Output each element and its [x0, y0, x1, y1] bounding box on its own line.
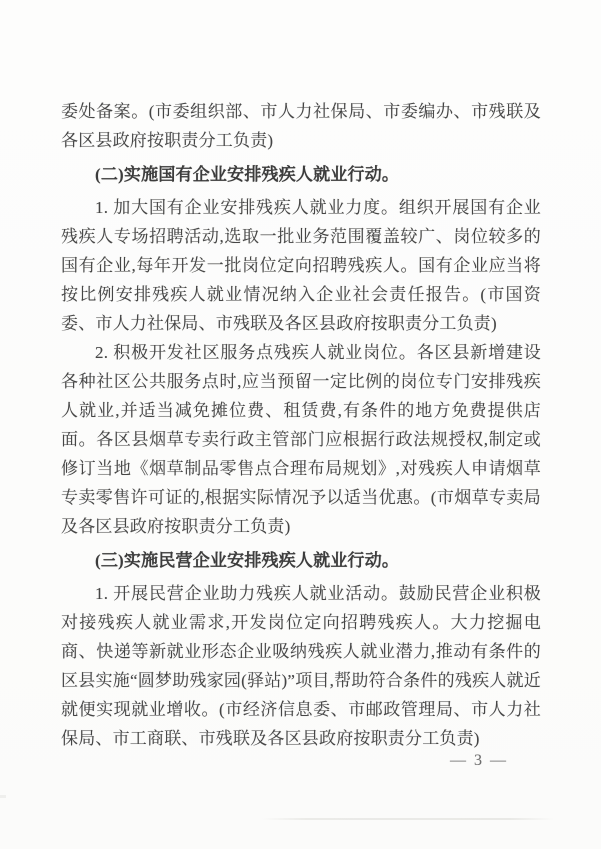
paragraph-continuation: 委处备案。(市委组织部、市人力社保局、市委编办、市残联及各区县政府按职责分工负责) — [61, 102, 541, 150]
paragraph-3-1: 1. 开展民营企业助力残疾人就业活动。鼓励民营企业积极对接残疾人就业需求,开发岗位定向招聘残疾人。大力挖掘电商、快递等新就业形态企业吸纳残疾人就业潜力,推动有条件的区县实施“圆梦助残家园(驿站)”项目,帮助符合条件的残疾人就近就便实现就业增收。(市经济信息委、市邮政管理局、市人力社保局、市工商联、市残联及各区县政府按职责分工负责) — [61, 584, 541, 748]
scan-line-artifact — [262, 818, 554, 820]
page-number: — 3 — — [450, 752, 508, 769]
paragraph-2-1: 1. 加大国有企业安排残疾人就业力度。组织开展国有企业残疾人专场招聘活动,选取一批业务范围覆盖较广、岗位较多的国有企业,每年开发一批岗位定向招聘残疾人。国有企业应当将按比例安排残疾人就业情况纳入企业社会责任报告。(市国资委、市人力社保局、市残联及各区县政府按职责分工负责) — [61, 198, 541, 333]
section-heading-2: (二)实施国有企业安排残疾人就业行动。 — [95, 165, 400, 184]
paragraph-2-2: 2. 积极开发社区服务点残疾人就业岗位。各区县新增建设各种社区公共服务点时,应当预留一定比例的岗位专门安排残疾人就业,并适当减免摊位费、租赁费,有条件的地方免费提供店面。各区县烟草专卖行政主管部门应根据行政法规授权,制定或修订当地《烟草制品零售点合理布局规划》,对残疾人申请烟草专卖零售许可证的,根据实际情况予以适当优惠。(市烟草专卖局及各区县政府按职责分工负责) — [61, 343, 541, 536]
section-heading-3: (三)实施民营企业安排残疾人就业行动。 — [95, 551, 400, 570]
document-body — [61, 97, 541, 753]
scan-smudge-artifact — [0, 795, 6, 798]
